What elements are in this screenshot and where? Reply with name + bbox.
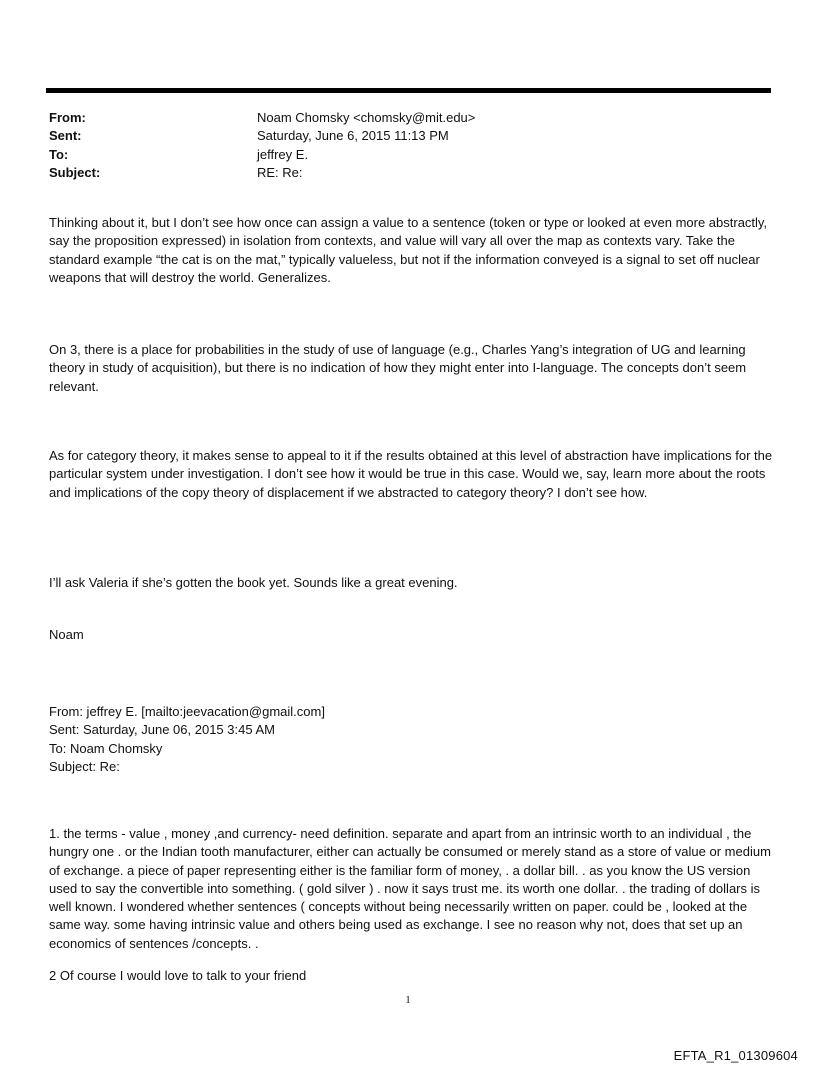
quoted-subject-line: Subject: Re: — [49, 759, 120, 775]
signature: Noam — [49, 627, 84, 642]
page-number: 1 — [405, 994, 411, 1006]
to-label: To: — [49, 146, 69, 162]
to-row — [49, 146, 769, 164]
body-paragraph-1: Thinking about it, but I don’t see how once can assign a value to a sentence (token or type or looked at even more abstractly, say the proposition expressed) in isolation from contexts, and value will vary all over the map as contexts vary. Take the standard example “the cat is on the mat,” typically valueless, but not if the information conveyed is a signal to set off nuclear weapons that will destroy the world. Generalizes. — [49, 215, 768, 285]
body-paragraph-2: On 3, there is a place for probabilities in the study of use of language (e.g., Charles Yang’s integration of UG and learning theory in study of acquisition), but there is no indication of how they might enter into I-language. The concepts don’t seem relevant. — [49, 342, 747, 394]
quoted-email-header — [49, 703, 325, 777]
subject-value: RE: Re: — [257, 165, 303, 181]
document-id: EFTA_R1_01309604 — [673, 1048, 798, 1063]
from-value: Noam Chomsky <chomsky@mit.edu> — [257, 110, 476, 125]
quoted-to-line: To: Noam Chomsky — [49, 740, 163, 756]
from-row — [49, 109, 769, 127]
body-paragraph-3: As for category theory, it makes sense to appeal to it if the results obtained at this level of abstraction have implications for the particular system under investigation. I don’t see how it would be true in this case. Would we, say, learn more about the roots and implications of the copy theory of displacement if we abstracted to category theory? I don’t see how. — [49, 448, 773, 500]
to-value: jeffrey E. — [257, 146, 309, 162]
sent-row — [49, 127, 769, 145]
subject-row — [49, 164, 769, 182]
quoted-paragraph-1: 1. the terms - value , money ,and currency- need definition. separate and apart from an intrinsic worth to an individual , the hungry one . or the Indian tooth manufacturer, either can actually be consumed or merely stand as a store of value or medium of exchange. a piece of paper representing either is the familiar form of money, . a dollar bill. . as you know the US version used to say the convertible into something. ( gold silver ) . now it says trust me. its worth one dollar. . the trading of dollars is well known. I wondered whether sentences ( concepts without being necessarily written on paper. could be , looked at the same way. some having intrinsic value and others being used as exchange. I see no reason why not, does that set up an economics of sentences /concepts. . — [49, 826, 771, 951]
body-paragraph-4: I’ll ask Valeria if she’s gotten the book yet. Sounds like a great evening. — [49, 575, 458, 590]
subject-label: Subject: — [49, 165, 101, 181]
sent-label: Sent: — [49, 128, 82, 144]
quoted-paragraph-2: 2 Of course I would love to talk to your friend — [49, 968, 307, 983]
quoted-from-line: From: jeffrey E. [mailto:jeevacation@gmail.com] — [49, 704, 325, 719]
quoted-sent-line: Sent: Saturday, June 06, 2015 3:45 AM — [49, 722, 275, 738]
email-header — [49, 109, 769, 183]
from-label: From: — [49, 110, 86, 125]
header-divider — [46, 88, 771, 93]
sent-value: Saturday, June 6, 2015 11:13 PM — [257, 128, 449, 144]
